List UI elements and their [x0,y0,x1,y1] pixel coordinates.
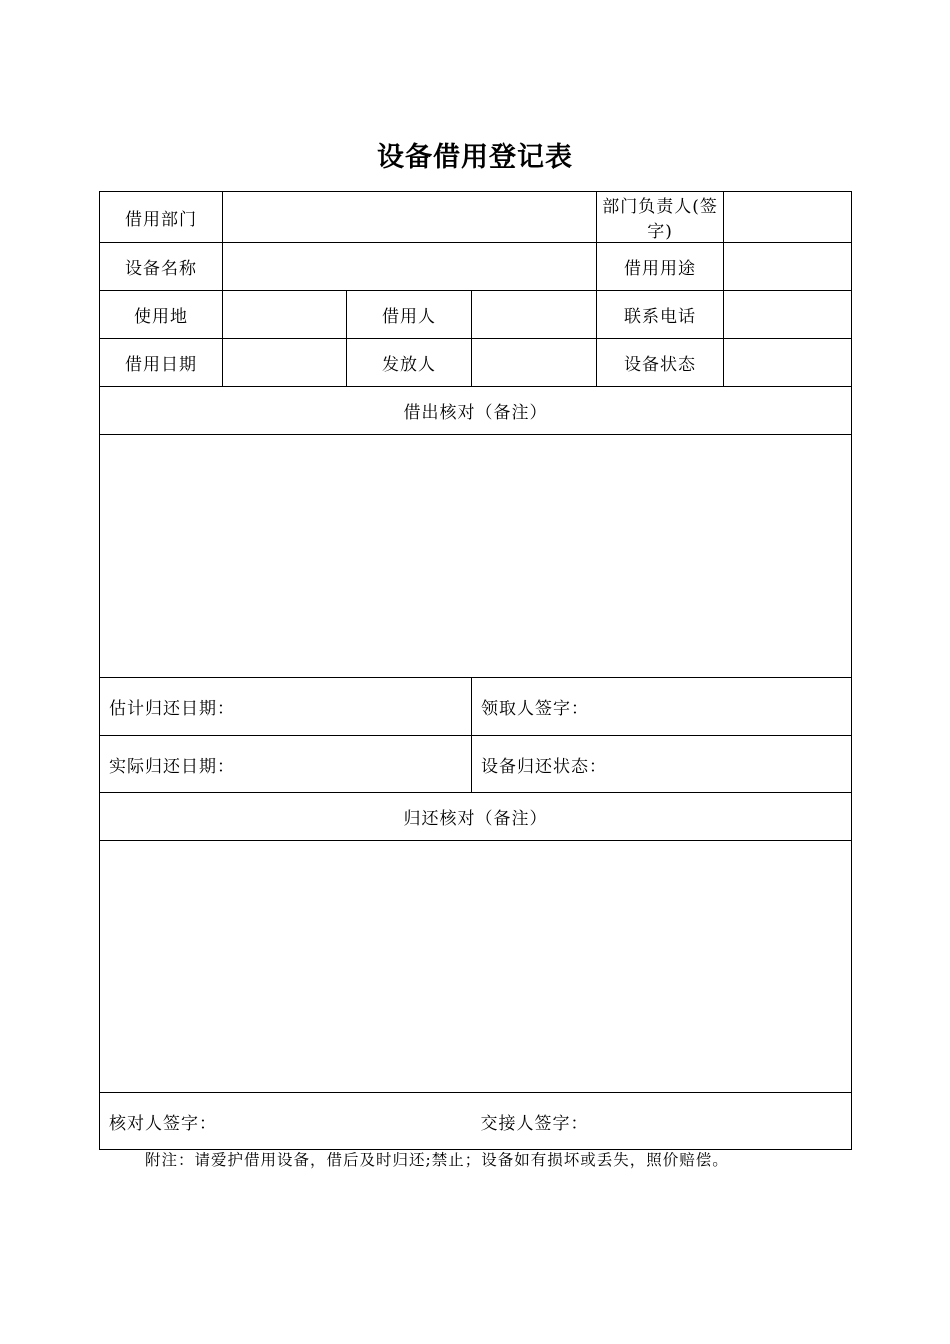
page-title: 设备借用登记表 [377,142,573,173]
device-name-label: 设备名称 [100,243,223,291]
borrow-purpose-label: 借用用途 [597,243,724,291]
usage-location-label: 使用地 [100,291,223,339]
borrower-label: 借用人 [347,291,472,339]
device-name-field[interactable] [223,243,597,291]
actual-return-date-label[interactable]: 实际归还日期： [100,736,472,793]
row-department [100,192,852,243]
checker-signature-label[interactable]: 核对人签字： [100,1093,472,1150]
row-location [100,291,852,339]
borrow-department-field[interactable] [223,192,597,243]
equipment-borrow-form [99,191,852,1150]
borrow-date-field[interactable] [223,339,347,387]
footnote: 附注：请爱护借用设备，借后及时归还;禁止；设备如有损坏或丢失，照价赔偿。 [145,1151,729,1169]
checkout-notes-area[interactable] [100,435,852,678]
receiver-signature-label[interactable]: 领取人签字： [472,678,852,736]
borrower-field[interactable] [472,291,597,339]
row-date [100,339,852,387]
borrow-purpose-field[interactable] [724,243,852,291]
row-checkout-header [100,387,852,435]
department-head-signature-field[interactable] [724,192,852,243]
contact-phone-label: 联系电话 [597,291,724,339]
row-estimated-return [100,678,852,736]
device-status-field[interactable] [724,339,852,387]
row-return-header [100,793,852,841]
issuer-field[interactable] [472,339,597,387]
row-actual-return [100,736,852,793]
return-notes-area[interactable] [100,841,852,1093]
borrow-date-label: 借用日期 [100,339,223,387]
department-head-signature-label: 部门负责人(签字) [597,192,724,243]
row-return-notes [100,841,852,1093]
issuer-label: 发放人 [347,339,472,387]
contact-phone-field[interactable] [724,291,852,339]
usage-location-field[interactable] [223,291,347,339]
row-device [100,243,852,291]
row-checkout-notes [100,435,852,678]
borrow-department-label: 借用部门 [100,192,223,243]
estimated-return-date-label[interactable]: 估计归还日期： [100,678,472,736]
handover-signature-label[interactable]: 交接人签字： [472,1093,852,1150]
device-status-label: 设备状态 [597,339,724,387]
return-status-label[interactable]: 设备归还状态： [472,736,852,793]
return-verification-header: 归还核对（备注） [100,793,852,841]
row-signatures [100,1093,852,1150]
checkout-verification-header: 借出核对（备注） [100,387,852,435]
